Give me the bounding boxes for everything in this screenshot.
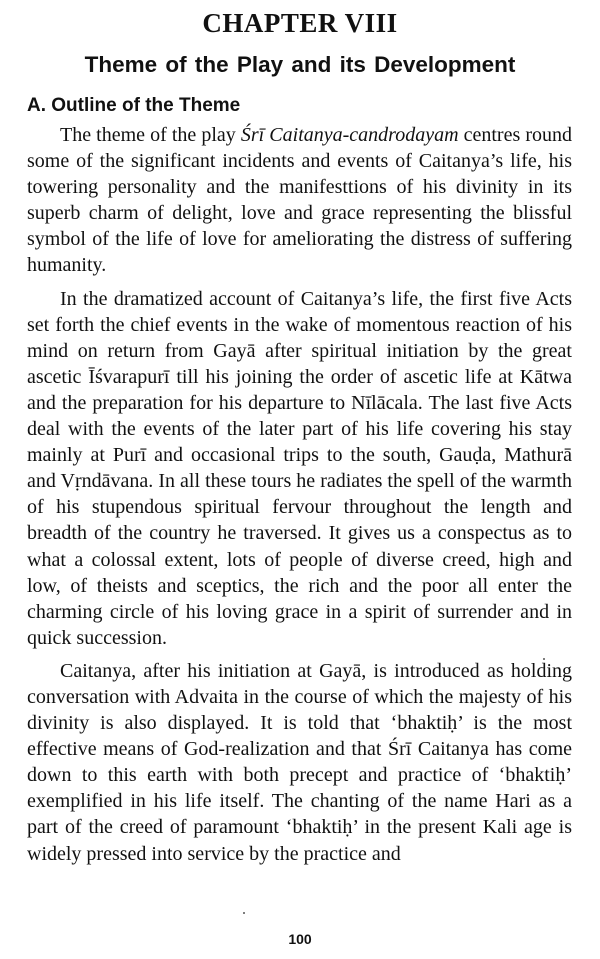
page-number: 100	[288, 931, 312, 947]
play-title: Śrī Caitanya-candrodayam	[240, 124, 459, 146]
chapter-number: CHAPTER VIII	[202, 8, 398, 38]
paragraph-3: Caitanya, after his initiation at Gayā, is introduced as holding conversation with Advaita in the course of which the majesty of his divinity is also displayed. It is told that ‘bhaktiḥ’ is the most effective means of God-realization and that Śrī Caitanya has come down to this earth with both precept and practice of ‘bhaktiḥ’ exemplified in his life itself. The chanting of the name Hari as a part of the creed of paramount ‘bhaktiḥ’ in the present Kali age is widely pressed into service by the practice and	[27, 659, 572, 865]
print-speck	[243, 912, 245, 914]
paragraph-2: In the dramatized account of Caitanya’s life, the first five Acts set forth the chief events in the wake of momentous reaction of his mind on return from Gayā after spiritual initiation by the great ascetic Īśvarapurī till his joining the order of ascetic life at Kātwa and the preparation for his departure to Nīlācala. The last five Acts deal with the events of the later part of his life covering his stay mainly at Purī and occasional trips to the south, Gauḍa, Mathurā and Vṛndāvana. In all these tours he radiates the spell of the warmth of his stupendous spiritual fervour throughout the length and breadth of the country he traversed. It gives us a conspectus as to what a colossal extent, lots of people of diverse creed, high and low, of theists and sceptics, the rich and the poor all enter the charming circle of his loving grace in a spirit of surrender and in quick succession.	[27, 287, 572, 649]
paragraph-1-lead: The theme of the play	[60, 124, 241, 146]
chapter-title: Theme of the Play and its Development	[84, 52, 516, 77]
body-text	[27, 122, 572, 874]
section-heading: A. Outline of the Theme	[27, 95, 241, 116]
print-speck	[543, 658, 545, 660]
paragraph-1	[27, 122, 572, 279]
paragraph-1-rest: centres round some of the significant incidents and events of Caitanya’s life, his towering personality and the manifesttions of his divinity in its superb charm of delight, love and grace representing the blissful symbol of the life of love for ameliorating the distress of suffering humanity.	[27, 124, 572, 277]
